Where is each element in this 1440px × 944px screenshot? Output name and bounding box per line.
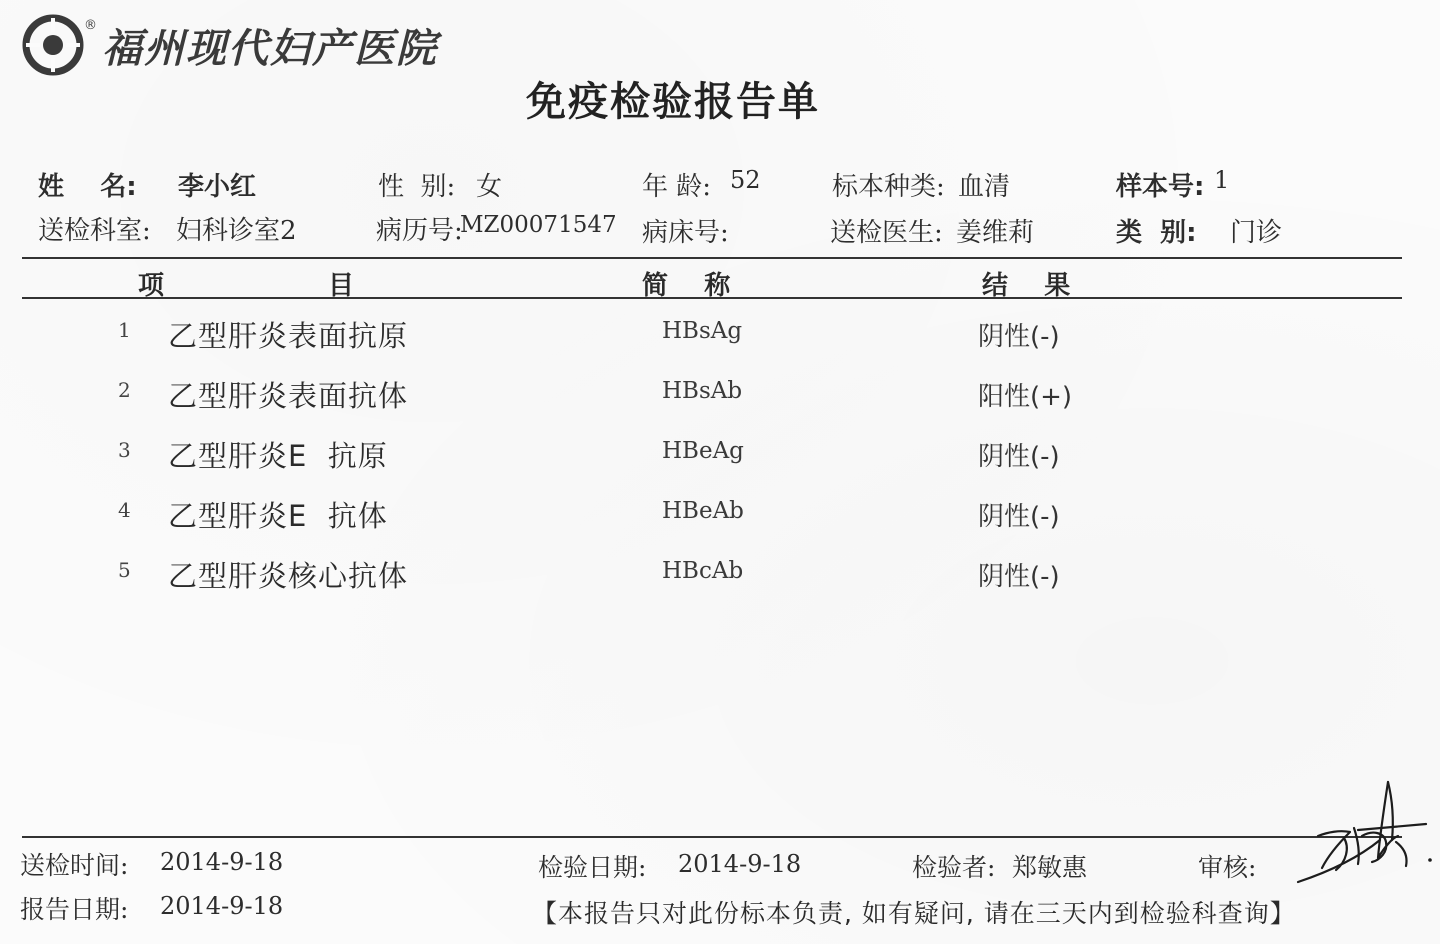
row-5-result: 阴性(-) (978, 562, 1060, 592)
report-notice: 【本报告只对此份标本负责, 如有疑问, 请在三天内到检验科查询】 (532, 899, 1296, 928)
footer-rule (22, 836, 1402, 838)
row-4-no: 4 (118, 498, 131, 522)
row-4-name: 乙型肝炎E 抗体 (168, 499, 388, 533)
bed-no-label: 病床号: (642, 218, 729, 248)
record-no-label: 病历号: (376, 216, 463, 246)
category: 门诊 (1230, 218, 1283, 248)
row-4-abbr: HBeAb (662, 498, 744, 524)
department-label: 送检科室: (38, 216, 151, 246)
name-label: 姓 名: (38, 172, 137, 202)
submit-time: 2014-9-18 (160, 848, 284, 876)
column-header-abbr: 简 称 (642, 271, 731, 301)
department: 妇科诊室2 (176, 216, 297, 246)
tester-label: 检验者: (912, 853, 996, 882)
report-title: 免疫检验报告单 (526, 79, 820, 125)
column-header-result: 结 果 (982, 271, 1071, 301)
row-3-abbr: HBeAg (662, 438, 744, 464)
row-1-name: 乙型肝炎表面抗原 (168, 319, 409, 353)
patient-name: 李小红 (178, 172, 257, 202)
hospital-name: 福州现代妇产医院 (102, 25, 438, 72)
column-header-item-2: 目 (328, 271, 355, 301)
row-2-result: 阳性(+) (978, 382, 1073, 412)
row-4-result: 阴性(-) (978, 502, 1060, 532)
patient-gender: 女 (476, 172, 503, 202)
tester-name: 郑敏惠 (1012, 853, 1088, 882)
row-5-abbr: HBcAb (662, 558, 744, 584)
row-5-name: 乙型肝炎核心抗体 (168, 559, 409, 593)
category-label: 类 别: (1116, 218, 1197, 248)
row-3-result: 阴性(-) (978, 442, 1060, 472)
row-2-no: 2 (118, 378, 131, 402)
test-date-label: 检验日期: (538, 853, 647, 882)
test-date: 2014-9-18 (678, 850, 802, 878)
row-1-no: 1 (118, 318, 131, 342)
report-date-label: 报告日期: (20, 895, 129, 924)
doctor-name: 姜维莉 (956, 218, 1035, 248)
specimen-type: 血清 (958, 172, 1011, 202)
reviewer-label: 审核: (1198, 853, 1257, 882)
submit-time-label: 送检时间: (20, 851, 129, 880)
row-1-abbr: HBsAg (662, 318, 743, 344)
registered-mark: ® (84, 18, 97, 33)
column-header-item-1: 项 (138, 271, 165, 301)
report-date: 2014-9-18 (160, 892, 284, 920)
specimen-label: 标本种类: (832, 172, 945, 202)
row-5-no: 5 (118, 558, 131, 582)
sample-no-label: 样本号: (1116, 172, 1205, 202)
hospital-logo-icon (22, 14, 84, 76)
row-2-name: 乙型肝炎表面抗体 (168, 379, 409, 413)
record-no: MZ00071547 (460, 212, 617, 238)
row-1-result: 阴性(-) (978, 322, 1060, 352)
patient-age: 52 (730, 166, 761, 194)
gender-label: 性 别: (378, 172, 456, 202)
row-2-abbr: HBsAb (662, 378, 743, 404)
sample-no: 1 (1214, 166, 1230, 194)
age-label: 年 龄: (642, 172, 712, 202)
doctor-label: 送检医生: (830, 218, 943, 248)
hospital-logo (22, 14, 438, 76)
reviewer-signature (1288, 778, 1438, 890)
row-3-no: 3 (118, 438, 131, 462)
row-3-name: 乙型肝炎E 抗原 (168, 439, 388, 473)
table-top-rule (22, 257, 1402, 259)
